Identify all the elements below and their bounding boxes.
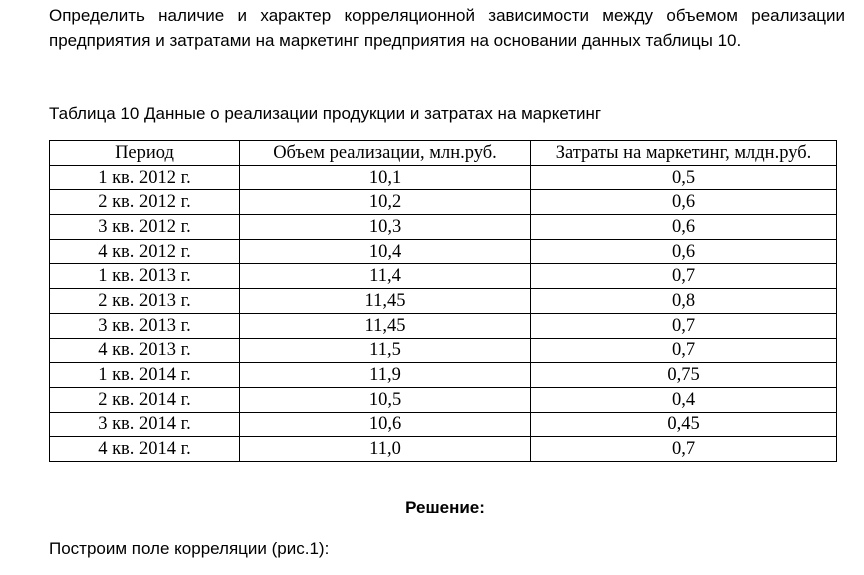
- cell-sales-volume: 11,4: [240, 264, 531, 289]
- table-row: [50, 165, 837, 190]
- column-header-sales-volume: Объем реализации, млн.руб.: [240, 141, 531, 166]
- cell-marketing-costs: 0,4: [531, 387, 837, 412]
- cell-marketing-costs: 0,7: [531, 313, 837, 338]
- cell-marketing-costs: 0,6: [531, 190, 837, 215]
- solution-heading: Решение:: [405, 498, 485, 517]
- step-text: Построим поле корреляции (рис.1):: [49, 539, 330, 558]
- table-row: [50, 437, 837, 462]
- table-header-row: [50, 141, 837, 166]
- cell-marketing-costs: 0,75: [531, 363, 837, 388]
- cell-marketing-costs: 0,6: [531, 215, 837, 240]
- cell-marketing-costs: 0,7: [531, 437, 837, 462]
- cell-marketing-costs: 0,5: [531, 165, 837, 190]
- cell-sales-volume: 11,45: [240, 289, 531, 314]
- cell-period: 4 кв. 2013 г.: [50, 338, 240, 363]
- table-row: [50, 264, 837, 289]
- table-row: [50, 412, 837, 437]
- cell-marketing-costs: 0,6: [531, 239, 837, 264]
- table-row: [50, 215, 837, 240]
- column-header-marketing-costs: Затраты на маркетинг, млдн.руб.: [531, 141, 837, 166]
- table-row: [50, 363, 837, 388]
- cell-sales-volume: 11,45: [240, 313, 531, 338]
- cell-marketing-costs: 0,7: [531, 264, 837, 289]
- table-row: [50, 289, 837, 314]
- cell-marketing-costs: 0,8: [531, 289, 837, 314]
- cell-sales-volume: 11,5: [240, 338, 531, 363]
- table-row: [50, 338, 837, 363]
- column-header-period: Период: [50, 141, 240, 166]
- cell-sales-volume: 11,0: [240, 437, 531, 462]
- cell-period: 4 кв. 2012 г.: [50, 239, 240, 264]
- cell-sales-volume: 10,2: [240, 190, 531, 215]
- data-table: [49, 140, 837, 462]
- cell-sales-volume: 11,9: [240, 363, 531, 388]
- table-row: [50, 239, 837, 264]
- table-body: [50, 165, 837, 461]
- cell-sales-volume: 10,6: [240, 412, 531, 437]
- cell-period: 3 кв. 2013 г.: [50, 313, 240, 338]
- cell-period: 1 кв. 2014 г.: [50, 363, 240, 388]
- cell-sales-volume: 10,5: [240, 387, 531, 412]
- task-statement: Определить наличие и характер корреляционной зависимости между объемом реализации предприятия и затратами на маркетинг предприятия на основании данных таблицы 10.: [49, 6, 845, 50]
- cell-sales-volume: 10,1: [240, 165, 531, 190]
- cell-period: 2 кв. 2013 г.: [50, 289, 240, 314]
- cell-period: 4 кв. 2014 г.: [50, 437, 240, 462]
- table-row: [50, 387, 837, 412]
- cell-marketing-costs: 0,45: [531, 412, 837, 437]
- cell-sales-volume: 10,4: [240, 239, 531, 264]
- table-caption: Таблица 10 Данные о реализации продукции и затратах на маркетинг: [49, 104, 602, 123]
- cell-period: 2 кв. 2012 г.: [50, 190, 240, 215]
- table-row: [50, 190, 837, 215]
- cell-marketing-costs: 0,7: [531, 338, 837, 363]
- table-row: [50, 313, 837, 338]
- cell-period: 2 кв. 2014 г.: [50, 387, 240, 412]
- cell-sales-volume: 10,3: [240, 215, 531, 240]
- cell-period: 1 кв. 2013 г.: [50, 264, 240, 289]
- cell-period: 1 кв. 2012 г.: [50, 165, 240, 190]
- cell-period: 3 кв. 2014 г.: [50, 412, 240, 437]
- cell-period: 3 кв. 2012 г.: [50, 215, 240, 240]
